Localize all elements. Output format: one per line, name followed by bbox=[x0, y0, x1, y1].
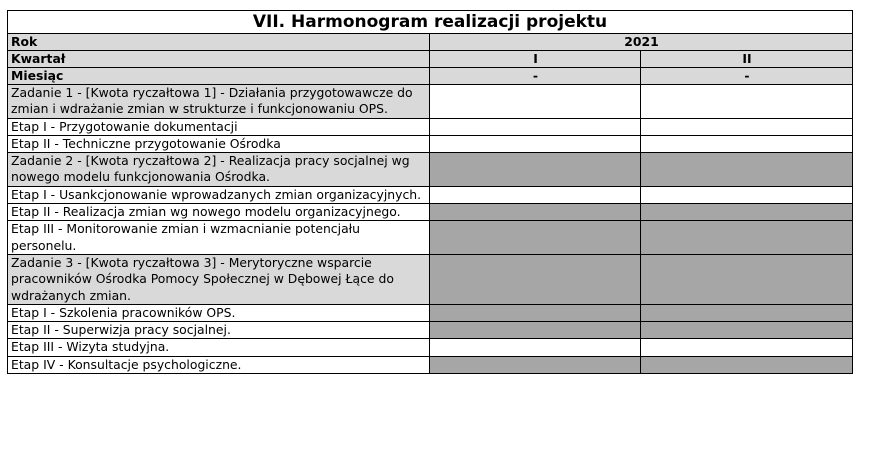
table-row bbox=[8, 186, 853, 203]
table-row bbox=[8, 85, 853, 119]
schedule-cell-active bbox=[641, 356, 853, 373]
schedule-cell-active bbox=[641, 254, 853, 304]
quarter-1: I bbox=[430, 51, 641, 68]
quarter-2: II bbox=[641, 51, 853, 68]
quarter-row bbox=[8, 51, 853, 68]
schedule-cell-empty bbox=[430, 339, 641, 356]
task-label: Zadanie 2 - [Kwota ryczałtowa 2] - Realizacja pracy socjalnej wg nowego modelu funkcjonowania Ośrodka. bbox=[8, 153, 430, 187]
table-row bbox=[8, 356, 853, 373]
table-row bbox=[8, 254, 853, 304]
schedule-cell-active bbox=[430, 221, 641, 255]
table-row bbox=[8, 118, 853, 135]
schedule-body bbox=[8, 85, 853, 374]
stage-label: Etap II - Superwizja pracy socjalnej. bbox=[8, 322, 430, 339]
table-row bbox=[8, 221, 853, 255]
table-row bbox=[8, 153, 853, 187]
table-row bbox=[8, 304, 853, 321]
schedule-cell-empty bbox=[641, 135, 853, 152]
stage-label: Etap I - Przygotowanie dokumentacji bbox=[8, 118, 430, 135]
month-1: - bbox=[430, 68, 641, 85]
year-value: 2021 bbox=[430, 34, 853, 51]
month-2: - bbox=[641, 68, 853, 85]
schedule-cell-empty bbox=[430, 85, 641, 119]
schedule-cell-active bbox=[430, 356, 641, 373]
month-label: Miesiąc bbox=[8, 68, 430, 85]
table-row bbox=[8, 339, 853, 356]
table-row bbox=[8, 322, 853, 339]
schedule-cell-empty bbox=[641, 186, 853, 203]
quarter-label: Kwartał bbox=[8, 51, 430, 68]
stage-label: Etap I - Szkolenia pracowników OPS. bbox=[8, 304, 430, 321]
stage-label: Etap IV - Konsultacje psychologiczne. bbox=[8, 356, 430, 373]
schedule-table bbox=[7, 10, 853, 374]
stage-label: Etap III - Wizyta studyjna. bbox=[8, 339, 430, 356]
stage-label: Etap II - Techniczne przygotowanie Ośrodka bbox=[8, 135, 430, 152]
schedule-cell-empty bbox=[641, 85, 853, 119]
schedule-cell-active bbox=[641, 322, 853, 339]
schedule-cell-empty bbox=[641, 118, 853, 135]
schedule-cell-active bbox=[641, 204, 853, 221]
task-label: Zadanie 1 - [Kwota ryczałtowa 1] - Działania przygotowawcze do zmian i wdrażanie zmian w strukturze i funkcjonowaniu OPS. bbox=[8, 85, 430, 119]
schedule-cell-active bbox=[641, 221, 853, 255]
stage-label: Etap I - Usankcjonowanie wprowadzanych zmian organizacyjnych. bbox=[8, 186, 430, 203]
title-row bbox=[8, 11, 853, 34]
schedule-cell-empty bbox=[430, 118, 641, 135]
schedule-cell-empty bbox=[641, 339, 853, 356]
schedule-cell-empty bbox=[430, 135, 641, 152]
year-label: Rok bbox=[8, 34, 430, 51]
schedule-cell-active bbox=[430, 322, 641, 339]
schedule-cell-empty bbox=[430, 186, 641, 203]
schedule-cell-active bbox=[430, 153, 641, 187]
month-row bbox=[8, 68, 853, 85]
schedule-cell-active bbox=[430, 254, 641, 304]
table-row bbox=[8, 204, 853, 221]
schedule-cell-active bbox=[641, 304, 853, 321]
stage-label: Etap II - Realizacja zmian wg nowego modelu organizacyjnego. bbox=[8, 204, 430, 221]
stage-label: Etap III - Monitorowanie zmian i wzmacnianie potencjału personelu. bbox=[8, 221, 430, 255]
year-row bbox=[8, 34, 853, 51]
schedule-cell-active bbox=[641, 153, 853, 187]
schedule-cell-active bbox=[430, 204, 641, 221]
task-label: Zadanie 3 - [Kwota ryczałtowa 3] - Merytoryczne wsparcie pracowników Ośrodka Pomocy Społecznej w Dębowej Łące do wdrażanych zmian. bbox=[8, 254, 430, 304]
schedule-cell-active bbox=[430, 304, 641, 321]
table-row bbox=[8, 135, 853, 152]
table-title: VII. Harmonogram realizacji projektu bbox=[8, 11, 853, 34]
